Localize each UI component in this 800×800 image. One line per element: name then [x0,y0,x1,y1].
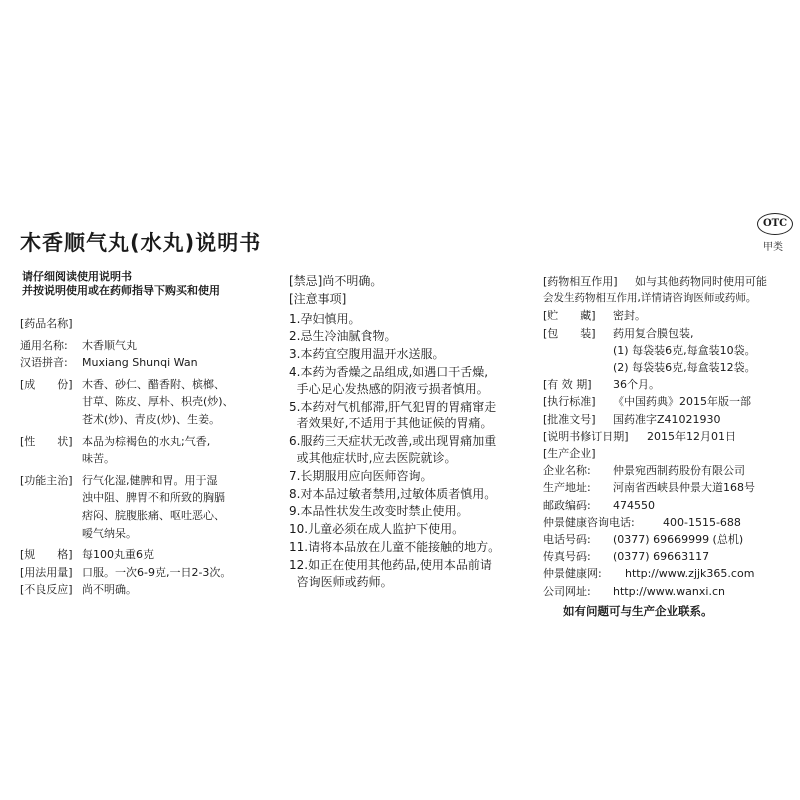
row-value: 河南省西峡县仲景大道168号 [613,481,755,495]
item-text: 或其他症状时,应去医院就诊。 [289,450,457,465]
row-value: Muxiang Shunqi Wan [82,356,198,370]
row-label: 生产地址: [543,481,591,495]
maker-row-address [543,479,798,496]
precaution-item [289,433,539,467]
row-specification [20,546,275,564]
row-label: [规 格] [20,548,73,562]
row-indications [20,472,275,542]
health-site-link[interactable]: http://www.zjjk365.com [625,567,755,581]
maker-row-phone [543,531,798,548]
otc-mark: OTC [757,213,793,235]
precaution-item [289,503,539,520]
item-text: 2.忌生冷油腻食物。 [289,329,397,344]
row-value: 《中国药典》2015年版一部 [613,395,751,409]
item-text: 5.本药对气机郁滞,肝气犯胃的胃痛窜走 [289,399,497,414]
contact-footer: 如有问题可与生产企业联系。 [563,603,713,618]
company-website-link[interactable]: http://www.wanxi.cn [613,584,725,598]
row-value: 味苦。 [82,452,115,466]
row-value: 苍术(炒)、青皮(炒)、生姜。 [82,412,221,426]
row-ingredients [20,376,275,429]
column-drug-info [20,315,275,599]
precaution-item [289,468,539,485]
maker-row-fax [543,548,798,565]
section-heading-precautions: [注意事项] [289,291,347,306]
precaution-item [289,311,539,328]
otc-category: 甲类 [763,242,783,253]
row-shelf-life [543,376,798,393]
document-title: 木香顺气丸(水丸)说明书 [20,231,262,255]
row-value: (0377) 69669999 (总机) [613,533,744,547]
row-value: 药用复合膜包装, [613,326,694,340]
row-packaging [543,325,798,377]
row-interactions [543,273,798,290]
item-text: 手心足心发热感的阴液亏损者慎用。 [289,381,489,396]
row-value: 密封。 [613,309,646,323]
maker-row-name [543,462,798,479]
taboo-line: [禁忌]尚不明确。 [289,274,383,288]
item-text: 7.长期服用应向医师咨询。 [289,468,433,483]
maker-row-website [543,583,798,600]
row-value: 如与其他药物同时使用可能 [635,275,767,288]
precaution-item [289,486,539,503]
row-value: 甘草、陈皮、厚朴、枳壳(炒)、 [82,395,234,409]
row-label: [包 装] [543,326,596,340]
row-label: 公司网址: [543,584,591,598]
row-value: 2015年12月01日 [647,429,736,443]
row-label: [贮 藏] [543,309,596,323]
precaution-item [289,364,539,398]
row-adverse-reactions [20,581,275,599]
item-text: 8.对本品过敏者禁用,过敏体质者慎用。 [289,486,497,501]
row-standard [543,393,798,410]
row-label: 传真号码: [543,550,591,564]
row-label: [不良反应] [20,583,73,597]
row-label: [批准文号] [543,412,596,426]
row-label: [功能主治] [20,473,73,487]
row-value: 浊中阻、脾胃不和所致的胸膈 [82,491,225,505]
precaution-item [289,346,539,363]
row-label: [说明书修订日期] [543,429,629,443]
maker-row-health-site [543,565,798,582]
row-label: [药物相互作用] [543,275,618,288]
row-value: 本品为棕褐色的水丸;气香, [82,434,211,448]
row-value: 嗳气纳呆。 [82,526,137,540]
row-appearance [20,433,275,468]
row-value: 行气化湿,健脾和胃。用于湿 [82,473,218,487]
row-generic-name [20,337,275,355]
row-value: 474550 [613,498,655,512]
row-value: 木香、砂仁、醋香附、槟榔、 [82,377,225,391]
row-value: (2) 每袋装6克,每盒装12袋。 [613,361,756,375]
row-label: [有 效 期] [543,378,592,392]
row-pinyin [20,354,275,372]
row-label: [用法用量] [20,565,73,579]
row-label: 仲景健康咨询电话: [543,515,635,529]
row-value: 国药准字Z41021930 [613,412,721,426]
item-text: 11.请将本品放在儿童不能接触的地方。 [289,539,501,554]
precaution-item [289,328,539,345]
item-text: 者效果好,不适用于其他证候的胃痛。 [289,416,493,431]
row-label: 汉语拼音: [20,356,68,370]
row-value: 口服。一次6-9克,一日2-3次。 [82,565,232,579]
item-text: 6.服药三天症状无改善,或出现胃痛加重 [289,434,497,449]
row-approval-number [543,411,798,428]
item-text: 10.儿童必须在成人监护下使用。 [289,522,465,537]
notice-line-2: 并按说明使用或在药师指导下购买和使用 [22,284,220,297]
row-value: 木香顺气丸 [82,338,137,352]
row-label: 仲景健康网: [543,567,602,581]
row-value: 痞闷、脘腹胀痛、呕吐恶心、 [82,508,225,522]
maker-row-postcode [543,497,798,514]
item-text: 1.孕妇慎用。 [289,311,361,326]
precaution-item [289,557,539,591]
row-label: [性 状] [20,434,73,448]
item-text: 3.本药宜空腹用温开水送服。 [289,347,445,362]
row-label: 电话号码: [543,533,591,547]
precaution-item [289,521,539,538]
column-precautions [289,273,539,590]
row-label: [执行标准] [543,395,596,409]
section-heading-manufacturer: [生产企业] [543,447,596,461]
row-storage [543,307,798,324]
precaution-item [289,399,539,433]
item-text: 12.如正在使用其他药品,使用本品前请 [289,557,492,572]
row-value: (0377) 69663117 [613,550,710,564]
row-label: 企业名称: [543,464,591,478]
section-heading-drug-name: [药品名称] [20,317,73,330]
row-label: 通用名称: [20,338,68,352]
row-value: 400-1515-688 [663,515,741,529]
row-revision-date [543,428,798,445]
row-value: 36个月。 [613,378,660,392]
row-dosage [20,564,275,582]
row-value: 会发生药物相互作用,详情请咨询医师或药师。 [543,292,757,305]
precaution-item [289,539,539,556]
item-text: 9.本品性状发生改变时禁止使用。 [289,504,469,519]
item-text: 咨询医师或药师。 [289,574,393,589]
notice-line-1: 请仔细阅读使用说明书 [22,270,132,283]
row-value: 每100丸重6克 [82,548,154,562]
row-value: 尚不明确。 [82,583,137,597]
row-label: [成 份] [20,377,73,391]
row-value: 仲景宛西制药股份有限公司 [613,464,745,478]
item-text: 4.本药为香燥之品组成,如遇口干舌燥, [289,364,489,379]
row-label: 邮政编码: [543,498,591,512]
column-storage-maker [543,273,798,620]
maker-row-hotline [543,514,798,531]
row-value: (1) 每袋装6克,每盒装10袋。 [613,343,756,357]
